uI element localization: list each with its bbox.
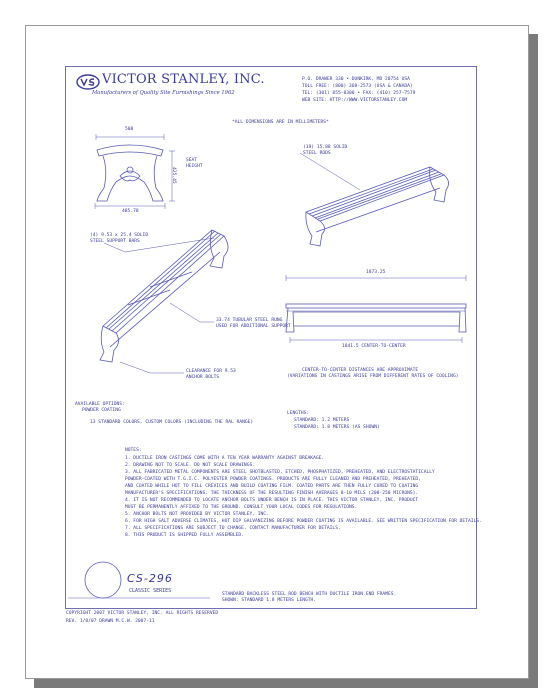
callout-approx-2: (VARIATIONS IN CASTINGS ARISE FROM DIFFERENT RATES OF COOLING)	[287, 374, 459, 379]
note-line: 4. IT IS NOT RECOMMENDED TO LOCATE ANCHOR BOLTS UNDER BENCH IS IN PLACE. THIS VICTOR STANLEY, INC. PRODUCT	[125, 498, 419, 503]
dim-width-top: 508	[125, 127, 134, 132]
address-line-4: WEB SITE: HTTP://WWW.VICTORSTANLEY.COM	[302, 98, 408, 103]
note-line: 1. DUCTILE IRON CASTINGS COME WITH A TEN YEAR WARRANTY AGAINST BREAKAGE.	[125, 456, 325, 461]
end-elevation-view	[95, 134, 175, 209]
callout-rung-2: USED FOR ADDITIONAL SUPPORT	[216, 324, 291, 329]
company-tagline: Manufacturers of Quality Site Furnishings Since 1962	[92, 90, 235, 96]
note-line: MUST BE PERMANENTLY AFFIXED TO THE GROUND. CONSULT YOUR LOCAL CODES FOR REGULATIONS.	[125, 505, 358, 510]
notes-title: NOTES:	[125, 448, 142, 453]
seat-label-2: HEIGHT	[186, 164, 203, 169]
note-line: 7. ALL SPECIFICATIONS ARE SUBJECT TO CHANGE. CONTACT MANUFACTURER FOR DETAILS.	[125, 526, 341, 531]
dim-center-to-center: 1841.5 CENTER-TO-CENTER	[342, 344, 406, 349]
note-line: 5. ANCHOR BOLTS NOT PROVIDED BY VICTOR STANLEY, INC.	[125, 512, 269, 517]
note-line: 6. FOR HIGH SALT ADVERSE CLIMATES, HOT DIP GALVANIZING BEFORE POWDER COATING IS AVAILABLE. SEE WRITTEN SPECIFICATION FOR DETAILS.	[125, 519, 482, 524]
dim-seat-height: 425.45	[171, 167, 176, 184]
callout-bars-1: (4) 9.53 x 25.4 SOLID	[90, 233, 149, 238]
options-colors: 13 STANDARD COLORS, CUSTOM COLORS (INCLUDING THE RAL RANGE)	[90, 420, 254, 425]
model-number: CS-296	[127, 572, 173, 585]
seat-label-1: SEAT	[186, 158, 198, 163]
callout-clearance-1: CLEARANCE FOR 9.53	[186, 369, 236, 374]
description-line-1: STANDARD BACKLESS STEEL ROD BENCH WITH DUCTILE IRON END FRAMES.	[222, 592, 397, 597]
note-line: MANUFACTURER'S SPECIFICATIONS. THE THICKNESS OF THE RESULTING FINISH AVERAGES 8-10 MILS (200-250 MICRONS).	[125, 491, 419, 496]
callout-approx-1: CENTER-TO-CENTER DISTANCES ARE APPROXIMATE	[302, 368, 419, 373]
note-line: 8. THIS PRODUCT IS SHIPPED FULLY ASSEMBLED.	[125, 533, 244, 538]
lengths-title: LENGTHS:	[287, 411, 310, 416]
length-item-2: STANDARD: 1.8 METERS (AS SHOWN)	[294, 425, 380, 430]
copyright-text: COPYRIGHT 2007 VICTOR STANLEY, INC. ALL RIGHTS RESERVED	[66, 611, 219, 616]
note-line: 3. ALL FABRICATED METAL COMPONENTS ARE STEEL SHOTBLASTED, ETCHED, PHOSPHATIZED, PREHEATED, AND ELECTROSTATICALLY	[125, 470, 435, 475]
note-line: 2. DRAWING NOT TO SCALE. DO NOT SCALE DRAWINGS.	[125, 463, 255, 468]
length-item-1: STANDARD: 1.2 METERS	[294, 418, 350, 423]
callout-bars-2: STEEL SUPPORT BARS	[90, 239, 140, 244]
description-line-2: SHOWN: STANDARD 1.8 METERS LENGTH.	[222, 598, 317, 603]
options-coating: POWDER COATING	[82, 408, 121, 413]
address-line-1: P.O. DRAWER 330 • DUNKIRK, MD 20754 USA	[302, 77, 410, 82]
callout-clearance-2: ANCHOR BOLTS	[186, 375, 220, 380]
note-line: POWDER-COATED WITH T.G.I.C. POLYESTER POWDER COATINGS. PRODUCTS ARE FULLY CLEANED AND PREHEATED, PREHEATED,	[125, 477, 421, 482]
callout-rods-2: STEEL RODS	[303, 151, 331, 156]
perspective-bench-right	[306, 167, 449, 246]
dim-overall-length: 1873.25	[366, 270, 386, 275]
series-name: CLASSIC SERIES	[129, 588, 172, 594]
side-elevation-view	[286, 275, 466, 343]
company-name: VICTOR STANLEY, INC.	[102, 72, 265, 87]
callout-rods-1: (19) 15.88 SOLID	[303, 145, 348, 150]
revision-text: REV. 1/8/07 DRAWN M.C.W. 2007-11	[66, 619, 155, 624]
options-title: AVAILABLE OPTIONS:	[75, 402, 125, 407]
dim-base-width: 485.78	[122, 209, 139, 214]
title-block-circle	[85, 562, 121, 598]
dimensions-note: *ALL DIMENSIONS ARE IN MILLIMETERS*	[232, 120, 329, 125]
callout-rung-1: 33.74 TUBULAR STEEL RUNG	[216, 318, 283, 323]
note-line: AND COATED WHILE HOT TO FILL CREVICES AND BUILD COATING FILM. COATED PARTS ARE THEN FULLY CURED TO COATING	[125, 484, 419, 489]
address-line-2: TOLL FREE: (800) 368-2573 (USA & CANADA)	[302, 84, 413, 89]
address-line-3: TEL: (301) 855-8300 • FAX: (410) 257-7579	[302, 91, 416, 96]
perspective-bench-left	[100, 230, 228, 362]
